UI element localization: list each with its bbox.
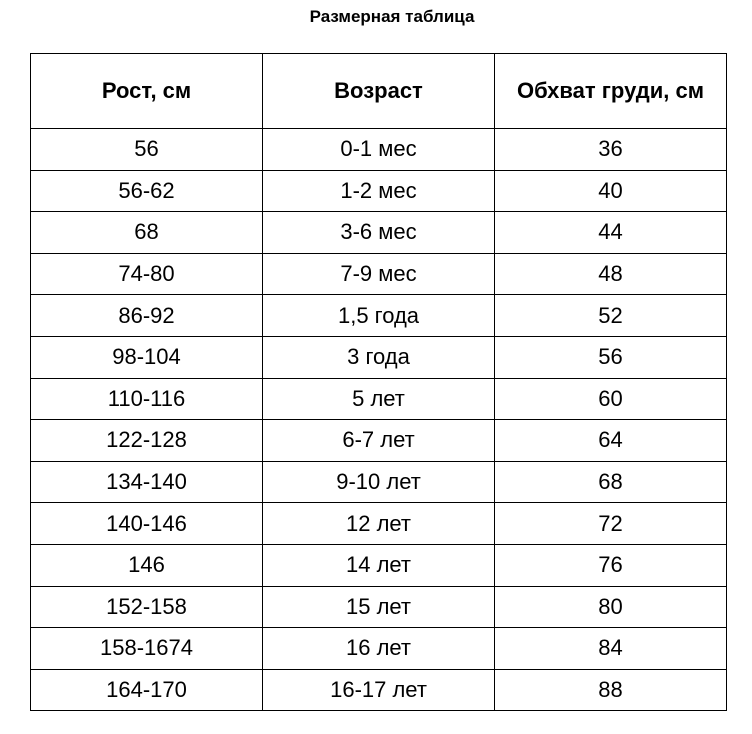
cell-chest: 72 [495, 503, 727, 545]
cell-age: 12 лет [263, 503, 495, 545]
table-row [31, 503, 727, 545]
table-row [31, 461, 727, 503]
cell-age: 1-2 мес [263, 170, 495, 212]
size-table [30, 53, 727, 711]
cell-chest: 52 [495, 295, 727, 337]
cell-height: 98-104 [31, 336, 263, 378]
cell-age: 9-10 лет [263, 461, 495, 503]
cell-height: 152-158 [31, 586, 263, 628]
cell-height: 68 [31, 212, 263, 254]
cell-height: 110-116 [31, 378, 263, 420]
cell-height: 164-170 [31, 669, 263, 711]
cell-chest: 48 [495, 253, 727, 295]
cell-chest: 60 [495, 378, 727, 420]
cell-age: 3-6 мес [263, 212, 495, 254]
table-row [31, 336, 727, 378]
cell-chest: 76 [495, 544, 727, 586]
cell-height: 56-62 [31, 170, 263, 212]
cell-age: 16-17 лет [263, 669, 495, 711]
cell-age: 3 года [263, 336, 495, 378]
cell-age: 6-7 лет [263, 420, 495, 462]
cell-age: 14 лет [263, 544, 495, 586]
cell-chest: 40 [495, 170, 727, 212]
cell-height: 86-92 [31, 295, 263, 337]
table-row [31, 170, 727, 212]
cell-height: 140-146 [31, 503, 263, 545]
cell-chest: 68 [495, 461, 727, 503]
table-row [31, 586, 727, 628]
cell-chest: 64 [495, 420, 727, 462]
cell-age: 7-9 мес [263, 253, 495, 295]
column-header-height: Рост, см [31, 54, 263, 129]
cell-age: 1,5 года [263, 295, 495, 337]
cell-height: 74-80 [31, 253, 263, 295]
table-row [31, 212, 727, 254]
table-row [31, 420, 727, 462]
table-row [31, 129, 727, 171]
cell-age: 16 лет [263, 628, 495, 670]
cell-height: 122-128 [31, 420, 263, 462]
cell-age: 0-1 мес [263, 129, 495, 171]
cell-chest: 36 [495, 129, 727, 171]
cell-age: 15 лет [263, 586, 495, 628]
page-title: Размерная таблица [309, 7, 475, 26]
table-row [31, 628, 727, 670]
table-row [31, 253, 727, 295]
cell-height: 146 [31, 544, 263, 586]
table-row [31, 378, 727, 420]
column-header-chest: Обхват груди, см [495, 54, 727, 129]
cell-chest: 44 [495, 212, 727, 254]
cell-chest: 88 [495, 669, 727, 711]
table-row [31, 295, 727, 337]
cell-chest: 84 [495, 628, 727, 670]
table-row [31, 669, 727, 711]
cell-height: 134-140 [31, 461, 263, 503]
cell-height: 56 [31, 129, 263, 171]
cell-age: 5 лет [263, 378, 495, 420]
cell-height: 158-1674 [31, 628, 263, 670]
cell-chest: 56 [495, 336, 727, 378]
column-header-age: Возраст [263, 54, 495, 129]
table-row [31, 544, 727, 586]
cell-chest: 80 [495, 586, 727, 628]
table-header-row [31, 54, 727, 129]
